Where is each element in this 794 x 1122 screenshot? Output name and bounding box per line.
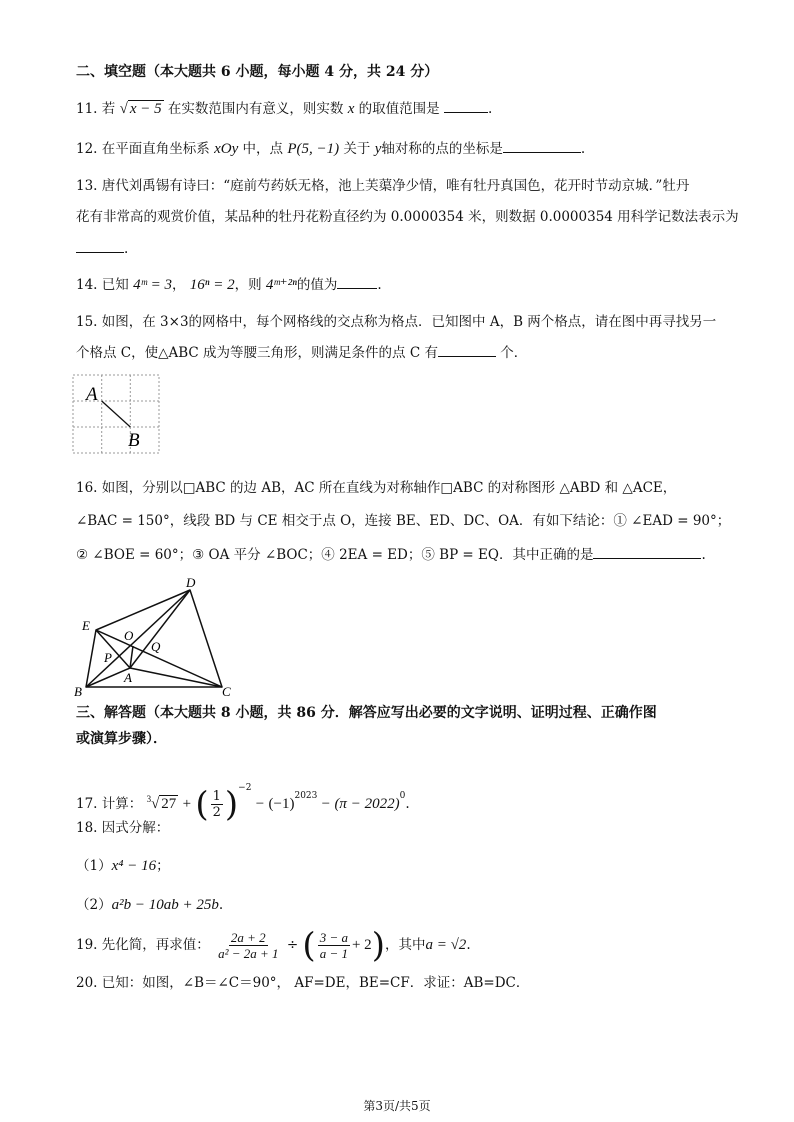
answer-blank[interactable] bbox=[76, 238, 124, 253]
page-number: 第3页/共5页 bbox=[363, 1099, 431, 1113]
q11-radicand: x − 5 bbox=[129, 101, 162, 117]
fraction-numerator: 1 bbox=[212, 789, 221, 804]
q18-part1-end: ； bbox=[156, 858, 170, 874]
question-17 bbox=[76, 768, 734, 825]
plus-sign: + bbox=[182, 796, 192, 812]
answer-blank[interactable] bbox=[593, 544, 701, 559]
q18-title: 18. 因式分解： bbox=[76, 820, 170, 836]
exponent: −2 bbox=[238, 783, 252, 793]
question-16-line1 bbox=[76, 478, 734, 498]
question-19 bbox=[76, 925, 734, 965]
q14-expression: 4ᵐ⁺²ⁿ bbox=[265, 277, 297, 293]
question-15-line2 bbox=[76, 342, 734, 363]
q17-term2: (−1) bbox=[268, 796, 295, 812]
left-paren: ( bbox=[195, 784, 209, 825]
fraction-second bbox=[318, 930, 350, 961]
minus-sign: − bbox=[321, 796, 331, 812]
section-heading-answer bbox=[76, 703, 734, 723]
q13-text-line2: 花有非常高的观赏价值，某品种的牡丹花粉直径约为 0.0000354 米，则数据 0.0000354 用科学记数法表示为 bbox=[76, 209, 739, 225]
q11-end: . bbox=[487, 101, 493, 117]
q13-end: . bbox=[124, 241, 129, 257]
segment-ab bbox=[102, 401, 131, 427]
q19-text1: 19. 先化简，再求值： bbox=[76, 937, 210, 953]
point-label-a: A bbox=[86, 384, 98, 405]
point-label-o: O bbox=[124, 628, 134, 643]
q20-text: 20. 已知：如图，∠B＝∠C＝90°， AF=DE，BE=CF．求证：AB=DC． bbox=[76, 975, 530, 991]
q17-cube-root: $^3$√ 27 bbox=[146, 794, 177, 812]
question-18-part2 bbox=[76, 895, 734, 915]
q19-condition: a = √2 bbox=[425, 937, 467, 953]
section3-heading-line1: 三、解答题（本大题共 8 小题，共 86 分．解答应写出必要的文字说明、证明过程、正确作图 bbox=[76, 705, 657, 721]
q16-text-line2: ∠BAC = 150°，线段 BD 与 CE 相交于点 O，连接 BE、ED、DC、OA．有如下结论：① ∠EAD = 90°； bbox=[76, 513, 731, 529]
q15-text-end: 个． bbox=[500, 345, 528, 361]
q17-term3: (π − 2022) bbox=[334, 796, 400, 812]
q12-text4: 轴对称的点的坐标是 bbox=[381, 141, 503, 157]
point-label-b: B bbox=[74, 684, 82, 699]
question-13-line3 bbox=[76, 238, 734, 259]
q12-text2: 中，点 bbox=[242, 141, 284, 157]
question-13-line2 bbox=[76, 207, 739, 227]
q15-text-line2: 个格点 C，使△ABC 成为等腰三角形，则满足条件的点 C 有 bbox=[76, 345, 438, 361]
q11-radical: √ x − 5 bbox=[119, 101, 162, 117]
right-paren: ) bbox=[371, 925, 385, 966]
q12-text3: 关于 bbox=[343, 141, 371, 157]
question-16-line2 bbox=[76, 511, 734, 531]
geometry-figure bbox=[72, 572, 242, 702]
q12-text1: 在平面直角坐标系 bbox=[101, 141, 210, 157]
q14-text1: 已知 bbox=[101, 277, 129, 293]
q16-text-end: . bbox=[701, 547, 706, 563]
segment-ad bbox=[130, 590, 190, 668]
point-label-p: P bbox=[104, 650, 112, 665]
q14-text2: ，则 bbox=[234, 277, 262, 293]
left-paren: ( bbox=[302, 925, 316, 966]
point-label-d: D bbox=[186, 575, 196, 590]
question-18-part1 bbox=[76, 856, 734, 876]
answer-blank[interactable] bbox=[337, 274, 377, 289]
point-label-a: A bbox=[124, 670, 132, 685]
root-index: 3 bbox=[146, 794, 152, 804]
q17-radicand: 27 bbox=[161, 796, 177, 812]
part-label: （1） bbox=[76, 858, 112, 874]
point-label-q: Q bbox=[151, 639, 161, 654]
right-paren: ) bbox=[224, 784, 239, 825]
fraction-numerator: 2a + 2 bbox=[230, 930, 266, 945]
q14-separator: ， bbox=[171, 277, 186, 293]
exponent: 0 bbox=[399, 791, 406, 801]
question-number: 14. bbox=[76, 277, 98, 293]
fraction-first bbox=[216, 930, 280, 961]
part-label: （2） bbox=[76, 897, 112, 913]
q12-end: . bbox=[580, 141, 586, 157]
q11-text-pre: 若 bbox=[101, 101, 116, 117]
section-heading-answer-line2 bbox=[76, 729, 734, 749]
q12-coordinate-system: xOy bbox=[214, 141, 239, 157]
question-number: 12. bbox=[76, 141, 98, 157]
question-13-line1 bbox=[76, 176, 734, 196]
q15-text-line1: 15. 如图，在 3×3的网格中，每个网格线的交点称为格点．已知图中 A，B 两个格点，请在图中再寻找另一 bbox=[76, 314, 717, 330]
section-heading-fill-in bbox=[76, 62, 734, 82]
q19-end: . bbox=[466, 937, 471, 953]
section-heading-text: 二、填空题（本大题共 6 小题，每小题 4 分，共 24 分） bbox=[76, 64, 439, 80]
q11-text-post2: 的取值范围是 bbox=[358, 101, 440, 117]
q14-text3: 的值为 bbox=[296, 277, 338, 293]
question-16-line3 bbox=[76, 544, 734, 565]
point-label-b: B bbox=[128, 430, 140, 451]
point-label-c: C bbox=[222, 684, 231, 699]
point-label-e: E bbox=[82, 618, 90, 633]
fraction-numerator: 3 − a bbox=[319, 930, 348, 945]
question-15-line1 bbox=[76, 312, 734, 332]
q12-point: P(5, −1) bbox=[287, 141, 340, 157]
question-number: 17. 计算： bbox=[76, 796, 143, 812]
question-18 bbox=[76, 818, 734, 838]
q14-condition2: 16ⁿ = 2 bbox=[189, 277, 235, 293]
q16-text-line1: 16. 如图，分别以□ABC 的边 AB，AC 所在直线为对称轴作□ABC 的对称图形 △ABD 和 △ACE， bbox=[76, 480, 677, 496]
answer-blank[interactable] bbox=[444, 98, 488, 113]
q18-part1-expression: x⁴ − 16 bbox=[111, 858, 157, 874]
q16-text-line3: ② ∠BOE = 60°；③ OA 平分 ∠BOC；④ 2EA = ED；⑤ BP = EQ．其中正确的是 bbox=[76, 547, 594, 563]
q14-condition1: 4ᵐ = 3 bbox=[133, 277, 172, 293]
q18-part2-expression: a²b − 10ab + 25b bbox=[111, 897, 219, 913]
segment-bd bbox=[86, 590, 190, 687]
fraction-denominator: 2 bbox=[212, 805, 221, 820]
q14-end: . bbox=[377, 277, 382, 293]
q17-end: . bbox=[405, 796, 410, 812]
segment-ac bbox=[130, 668, 222, 687]
fraction-denominator: a² − 2a + 1 bbox=[218, 946, 279, 961]
answer-blank[interactable] bbox=[503, 138, 581, 153]
question-20 bbox=[76, 973, 734, 993]
division-sign: ÷ bbox=[286, 937, 299, 953]
q11-text-post: 在实数范围内有意义，则实数 bbox=[167, 101, 344, 117]
exponent: 2023 bbox=[294, 791, 318, 801]
fraction-denominator: a − 1 bbox=[319, 946, 348, 961]
page-footer bbox=[0, 1097, 794, 1114]
question-12 bbox=[76, 138, 734, 159]
q19-text2: ，其中 bbox=[384, 937, 426, 953]
section3-heading-line2: 或演算步骤）． bbox=[76, 731, 167, 747]
q19-plus-two: + 2 bbox=[351, 937, 372, 953]
q18-part2-end: . bbox=[218, 897, 224, 913]
q11-variable: x bbox=[347, 101, 355, 117]
q12-axis: y bbox=[374, 141, 382, 157]
question-14 bbox=[76, 274, 734, 295]
minus-sign: − bbox=[255, 796, 265, 812]
fraction-one-half bbox=[211, 789, 223, 820]
question-11 bbox=[76, 98, 734, 119]
q13-text-line1: 13. 唐代刘禹锡有诗曰：“庭前芍药妖无格，池上芙蕖净少情，唯有牡丹真国色，花开时节动京城．”牡丹 bbox=[76, 178, 690, 194]
grid-figure bbox=[72, 374, 162, 456]
answer-blank[interactable] bbox=[438, 342, 496, 357]
question-number: 11. bbox=[76, 101, 98, 117]
